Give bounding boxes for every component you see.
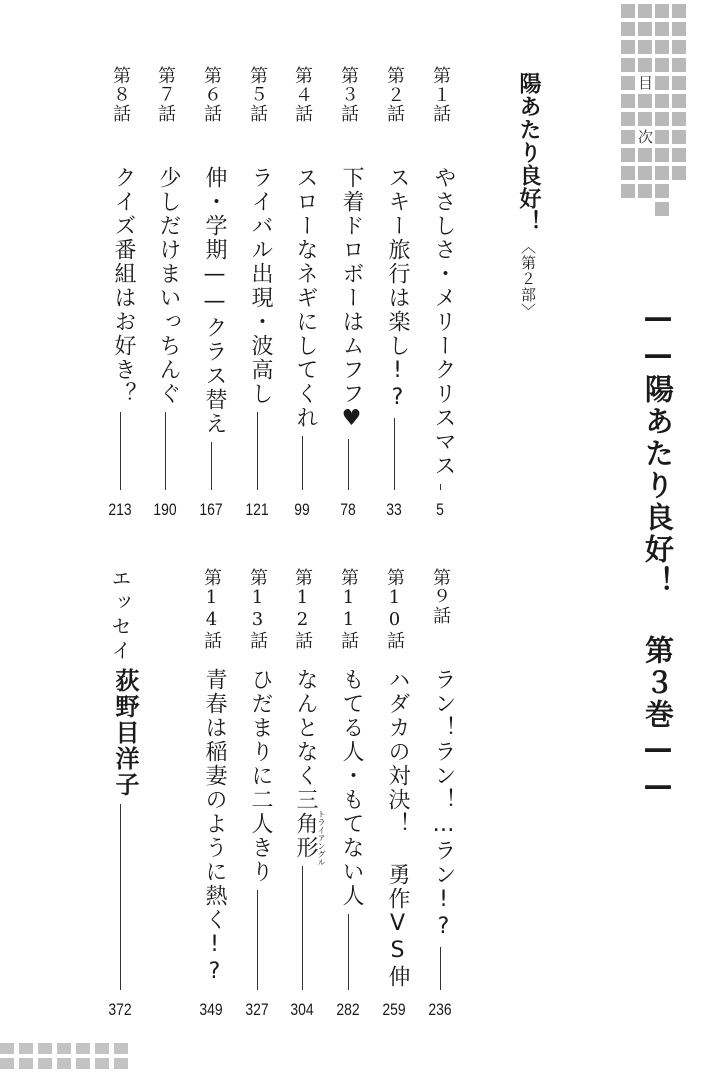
grey-block bbox=[638, 58, 652, 72]
grey-block bbox=[19, 1058, 33, 1069]
leader-line bbox=[120, 412, 121, 490]
page-number: 121 bbox=[245, 500, 269, 519]
chapter-label: 第７話 bbox=[155, 66, 176, 123]
chapter-title: ハダカの対決！ 勇作VS伸 bbox=[385, 668, 410, 989]
grey-block bbox=[38, 1043, 52, 1054]
grey-block bbox=[655, 4, 669, 18]
chapter-label: 第３話 bbox=[338, 66, 359, 123]
chapter-label: エッセイ bbox=[108, 568, 132, 664]
grey-block bbox=[672, 40, 686, 54]
chapter-label: 第14話 bbox=[201, 568, 222, 650]
chapter-title: なんとなく三角形 bbox=[293, 668, 318, 860]
grey-block bbox=[672, 58, 686, 72]
grey-block bbox=[655, 58, 669, 72]
leader-line bbox=[120, 804, 121, 990]
chapter-label: 第１話 bbox=[430, 66, 451, 123]
grey-block bbox=[38, 1058, 52, 1069]
chapter-title: スキー旅行は楽し!? bbox=[385, 166, 410, 412]
leader-line bbox=[211, 442, 212, 490]
grey-block bbox=[95, 1058, 109, 1069]
chapter-title: もてる人・もてない人 bbox=[339, 668, 364, 908]
page-number: 78 bbox=[340, 500, 356, 519]
grey-block bbox=[621, 58, 635, 72]
chapter-title: 青春は稲妻のように熱く!? bbox=[202, 668, 227, 986]
grey-block bbox=[655, 184, 669, 198]
grey-block bbox=[621, 130, 635, 144]
leader-line bbox=[257, 890, 258, 990]
chapter-label: 第５話 bbox=[247, 66, 268, 123]
chapter-label: 第13話 bbox=[247, 568, 268, 650]
grey-block bbox=[638, 112, 652, 126]
grey-block bbox=[114, 1043, 128, 1054]
leader-line bbox=[257, 412, 258, 490]
grey-block bbox=[672, 76, 686, 90]
grey-block bbox=[655, 148, 669, 162]
page-number: 167 bbox=[199, 500, 223, 519]
grey-block bbox=[638, 148, 652, 162]
leader-line bbox=[348, 439, 349, 490]
grey-block bbox=[621, 76, 635, 90]
page-number: 304 bbox=[290, 1000, 314, 1019]
grey-block bbox=[638, 94, 652, 108]
grey-block-gap bbox=[672, 184, 686, 198]
page-number: 259 bbox=[382, 1000, 406, 1019]
chapter-title: クイズ番組はお好き？ bbox=[111, 166, 136, 406]
leader-line bbox=[394, 418, 395, 490]
grey-block bbox=[57, 1058, 71, 1069]
chapter-title: スローなネギにしてくれ bbox=[293, 166, 318, 430]
chapter-title: 荻野目洋子 bbox=[111, 668, 139, 798]
chapter-label: 第11話 bbox=[338, 568, 359, 650]
chapter-title: 伸・学期——クラス替え bbox=[202, 166, 227, 436]
grey-block bbox=[655, 22, 669, 36]
series-title bbox=[513, 72, 544, 319]
chapter-label: 第２話 bbox=[384, 66, 405, 123]
grey-block bbox=[621, 112, 635, 126]
page-number: 190 bbox=[153, 500, 177, 519]
chapter-label: 第12話 bbox=[292, 568, 313, 650]
grey-block bbox=[0, 1043, 14, 1054]
grey-block bbox=[621, 40, 635, 54]
grey-block bbox=[621, 22, 635, 36]
toc-glyph-1: 目 bbox=[638, 74, 654, 92]
grey-block bbox=[638, 40, 652, 54]
grey-block bbox=[672, 22, 686, 36]
grey-block bbox=[655, 112, 669, 126]
grey-block bbox=[114, 1058, 128, 1069]
volume-title: ——陽あたり良好！ 第３巻—— bbox=[641, 300, 675, 805]
chapter-title: やさしさ・メリークリスマス bbox=[431, 166, 456, 478]
chapter-label: 第６話 bbox=[201, 66, 222, 123]
grey-block-gap bbox=[672, 202, 686, 216]
page-number: 282 bbox=[336, 1000, 360, 1019]
chapter-title: ライバル出現・波高し bbox=[248, 166, 273, 406]
grey-block bbox=[95, 1043, 109, 1054]
grey-block bbox=[655, 166, 669, 180]
grey-block-gap bbox=[621, 202, 635, 216]
chapter-label: 第４話 bbox=[292, 66, 313, 123]
grey-block bbox=[621, 4, 635, 18]
grey-block bbox=[621, 148, 635, 162]
grey-block bbox=[655, 130, 669, 144]
chapter-title: 少しだけまいっちんぐ bbox=[156, 166, 181, 406]
page-number: 33 bbox=[386, 500, 402, 519]
page-number: 327 bbox=[245, 1000, 269, 1019]
grey-block bbox=[76, 1043, 90, 1054]
grey-block bbox=[638, 184, 652, 198]
grey-block bbox=[655, 202, 669, 216]
grey-block bbox=[672, 4, 686, 18]
chapter-title: 下着ドロボーはムフフ♥ bbox=[339, 166, 364, 433]
grey-block bbox=[76, 1058, 90, 1069]
leader-line bbox=[440, 484, 441, 490]
grey-block bbox=[638, 22, 652, 36]
chapter-ruby: トライアングル bbox=[317, 810, 326, 866]
chapter-label: 第８話 bbox=[110, 66, 131, 123]
chapter-title: ラン！ラン！…ラン!? bbox=[431, 668, 456, 941]
leader-line bbox=[165, 412, 166, 490]
grey-block bbox=[621, 184, 635, 198]
grey-block bbox=[621, 166, 635, 180]
grey-block bbox=[57, 1043, 71, 1054]
grey-block bbox=[672, 94, 686, 108]
grey-block bbox=[638, 166, 652, 180]
toc-glyph-2: 次 bbox=[638, 128, 654, 146]
leader-line bbox=[302, 866, 303, 990]
series-title-sub: 〈第２部〉 bbox=[519, 239, 537, 319]
grey-block bbox=[655, 76, 669, 90]
chapter-label: 第10話 bbox=[384, 568, 405, 650]
footer-block-grid bbox=[0, 1043, 128, 1069]
grey-block bbox=[655, 94, 669, 108]
grey-block bbox=[672, 112, 686, 126]
chapter-title: ひだまりに二人きり bbox=[248, 668, 273, 884]
page-number: 236 bbox=[428, 1000, 452, 1019]
grey-block bbox=[672, 166, 686, 180]
page-number: 99 bbox=[294, 500, 310, 519]
grey-block bbox=[672, 130, 686, 144]
page-number: 372 bbox=[108, 1000, 132, 1019]
leader-line bbox=[348, 914, 349, 990]
grey-block bbox=[672, 148, 686, 162]
grey-block bbox=[655, 40, 669, 54]
header-block-grid bbox=[621, 4, 687, 216]
chapter-label: 第９話 bbox=[430, 568, 451, 625]
leader-line bbox=[302, 436, 303, 490]
grey-block-gap bbox=[638, 202, 652, 216]
grey-block bbox=[621, 94, 635, 108]
grey-block bbox=[19, 1043, 33, 1054]
page-number: 5 bbox=[436, 500, 444, 519]
grey-block bbox=[0, 1058, 14, 1069]
grey-block bbox=[638, 4, 652, 18]
series-title-main: 陽あたり良好！ bbox=[516, 72, 541, 233]
leader-line bbox=[440, 947, 441, 990]
page-number: 213 bbox=[108, 500, 132, 519]
page-number: 349 bbox=[199, 1000, 223, 1019]
